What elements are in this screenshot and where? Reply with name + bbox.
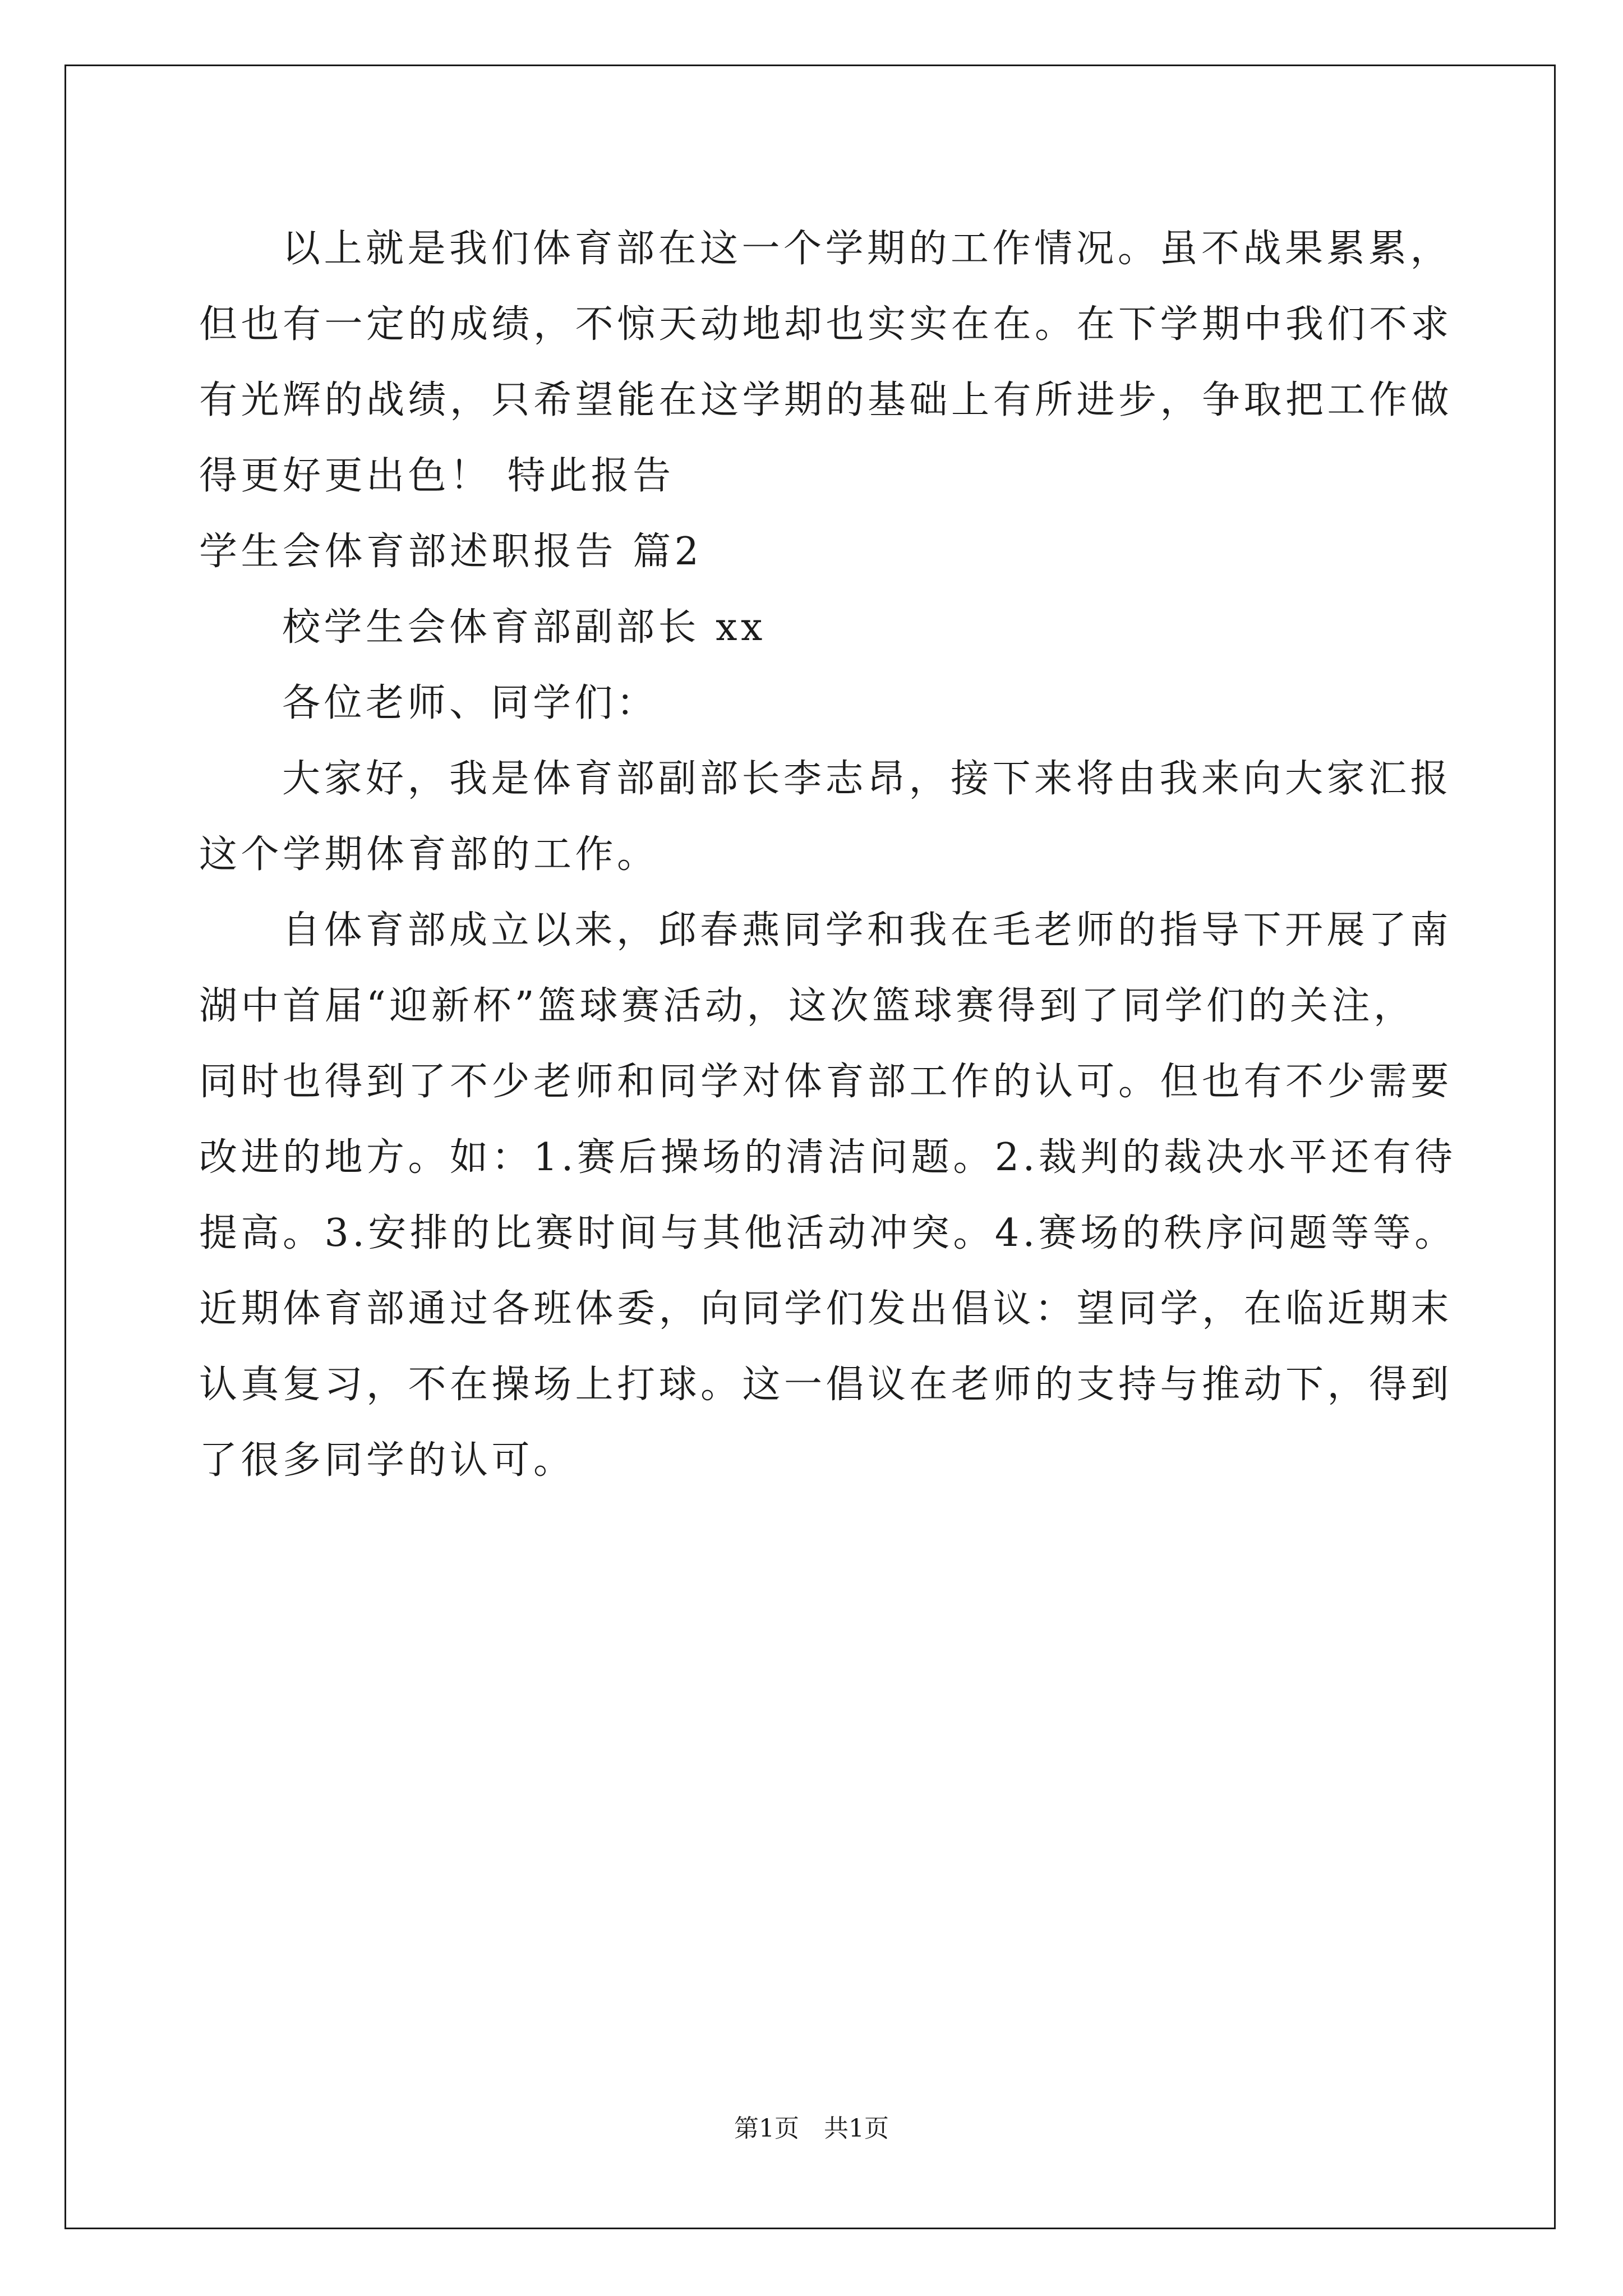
paragraph-line: 湖中首届“迎新杯”篮球赛活动，这次篮球赛得到了同学们的关注， xyxy=(199,984,1415,1028)
paragraph-line: 以上就是我们体育部在这一个学期的工作情况。虽不战果累累， xyxy=(282,227,1453,271)
paragraph-line: 有光辉的战绩，只希望能在这学期的基础上有所进步，争取把工作做 xyxy=(199,378,1453,422)
paragraph-line: 认真复习，不在操场上打球。这一倡议在老师的支持与推动下，得到 xyxy=(199,1363,1453,1407)
paragraph-line: 这个学期体育部的工作。 xyxy=(199,832,659,877)
paragraph-line: 自体育部成立以来，邱春燕同学和我在毛老师的指导下开展了南 xyxy=(282,908,1453,953)
section-heading: 学生会体育部述职报告 篇2 xyxy=(199,530,703,574)
paragraph-line: 近期体育部通过各班体委，向同学们发出倡议：望同学，在临近期末 xyxy=(199,1287,1453,1331)
paragraph-line: 但也有一定的成绩，不惊天动地却也实实在在。在下学期中我们不求 xyxy=(199,302,1453,347)
page-number-footer: 第1页 共1页 xyxy=(734,2114,889,2143)
paragraph-line: 同时也得到了不少老师和同学对体育部工作的认可。但也有不少需要 xyxy=(199,1060,1453,1104)
paragraph-line: 提高。3.安排的比赛时间与其他活动冲突。4.赛场的秩序问题等等。 xyxy=(199,1211,1456,1255)
salutation: 各位老师、同学们： xyxy=(282,681,658,725)
paragraph-line: 了很多同学的认可。 xyxy=(199,1438,575,1483)
paragraph-line: 改进的地方。如：1.赛后操场的清洁问题。2.裁判的裁决水平还有待 xyxy=(199,1135,1456,1180)
author-line: 校学生会体育部副部长 xx xyxy=(282,605,766,650)
paragraph-line: 大家好，我是体育部副部长李志昂，接下来将由我来向大家汇报 xyxy=(282,757,1453,801)
paragraph-line: 得更好更出色！ 特此报告 xyxy=(199,454,675,498)
